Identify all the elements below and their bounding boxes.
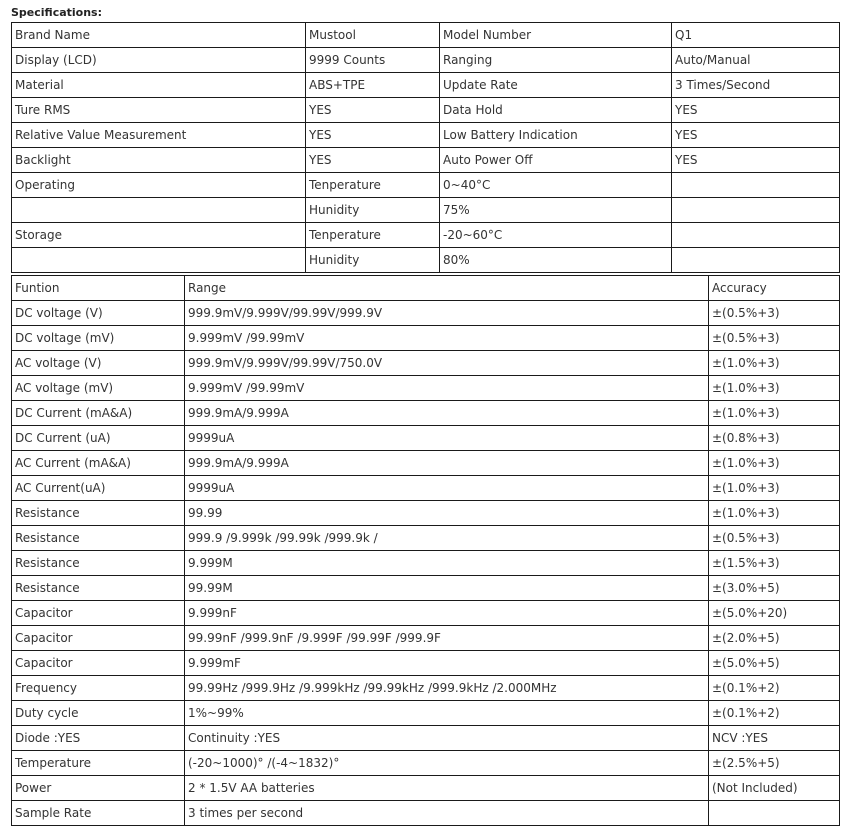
spec-row xyxy=(12,148,840,173)
table-cell: (-20~1000)° /(-4~1832)° xyxy=(185,751,709,776)
table-cell: Frequency xyxy=(12,676,185,701)
table-cell: 9.999nF xyxy=(185,601,709,626)
table-cell: AC Current(uA) xyxy=(12,476,185,501)
spec-row xyxy=(12,73,840,98)
function-row xyxy=(12,801,840,826)
table-cell: YES xyxy=(672,123,840,148)
table-cell: Tenperature xyxy=(306,223,440,248)
table-cell: Resistance xyxy=(12,501,185,526)
function-row xyxy=(12,376,840,401)
table-cell xyxy=(709,801,840,826)
function-row xyxy=(12,476,840,501)
table-cell: 9.999M xyxy=(185,551,709,576)
function-row xyxy=(12,726,840,751)
table-cell: DC Current (uA) xyxy=(12,426,185,451)
table-cell: YES xyxy=(672,98,840,123)
table-cell: YES xyxy=(306,148,440,173)
table-cell: Storage xyxy=(12,223,306,248)
table-cell: ±(0.8%+3) xyxy=(709,426,840,451)
function-row xyxy=(12,751,840,776)
table-cell: Brand Name xyxy=(12,23,306,48)
table-cell: Display (LCD) xyxy=(12,48,306,73)
table-cell: Resistance xyxy=(12,526,185,551)
function-row xyxy=(12,501,840,526)
table-cell: 0~40°C xyxy=(440,173,672,198)
table-cell: Ranging xyxy=(440,48,672,73)
table-cell: 80% xyxy=(440,248,672,273)
table-cell: YES xyxy=(672,148,840,173)
table-cell: 99.99 xyxy=(185,501,709,526)
spec-row xyxy=(12,123,840,148)
table-cell: DC voltage (mV) xyxy=(12,326,185,351)
table-cell: Temperature xyxy=(12,751,185,776)
table-cell: Sample Rate xyxy=(12,801,185,826)
table-cell: Range xyxy=(185,276,709,301)
function-row xyxy=(12,451,840,476)
table-cell: 3 times per second xyxy=(185,801,709,826)
table-cell: 3 Times/Second xyxy=(672,73,840,98)
table-cell: AC voltage (V) xyxy=(12,351,185,376)
table-cell: 999.9 /9.999k /99.99k /999.9k / xyxy=(185,526,709,551)
specifications-heading: Specifications: xyxy=(11,6,103,19)
table-cell: Operating xyxy=(12,173,306,198)
table-cell: Accuracy xyxy=(709,276,840,301)
table-cell: ±(0.5%+3) xyxy=(709,526,840,551)
table-cell xyxy=(672,198,840,223)
function-row xyxy=(12,701,840,726)
table-cell: Auto/Manual xyxy=(672,48,840,73)
table-cell: 99.99nF /999.9nF /9.999F /99.99F /999.9F xyxy=(185,626,709,651)
table-cell: Funtion xyxy=(12,276,185,301)
table-cell: Data Hold xyxy=(440,98,672,123)
table-cell xyxy=(12,198,306,223)
function-row xyxy=(12,576,840,601)
table-cell: Q1 xyxy=(672,23,840,48)
table-cell: 1%~99% xyxy=(185,701,709,726)
table-cell: ±(2.0%+5) xyxy=(709,626,840,651)
table-cell: Capacitor xyxy=(12,651,185,676)
function-row xyxy=(12,526,840,551)
table-cell xyxy=(672,223,840,248)
table-cell: Update Rate xyxy=(440,73,672,98)
function-row xyxy=(12,301,840,326)
table-cell: Low Battery Indication xyxy=(440,123,672,148)
table-cell: 9999uA xyxy=(185,476,709,501)
spec-row xyxy=(12,248,840,273)
function-row xyxy=(12,676,840,701)
table-cell: Resistance xyxy=(12,551,185,576)
table-cell: 9.999mV /99.99mV xyxy=(185,326,709,351)
table-cell: Hunidity xyxy=(306,198,440,223)
table-cell: 9999 Counts xyxy=(306,48,440,73)
spec-row xyxy=(12,198,840,223)
table-cell: Backlight xyxy=(12,148,306,173)
table-cell: ±(5.0%+5) xyxy=(709,651,840,676)
table-cell xyxy=(672,173,840,198)
table-cell: (Not Included) xyxy=(709,776,840,801)
table-cell: Model Number xyxy=(440,23,672,48)
table-cell: AC voltage (mV) xyxy=(12,376,185,401)
table-cell: ±(0.1%+2) xyxy=(709,701,840,726)
table-cell: Tenperature xyxy=(306,173,440,198)
function-specs-table xyxy=(11,275,840,826)
table-cell: Power xyxy=(12,776,185,801)
table-cell: 9.999mF xyxy=(185,651,709,676)
table-cell: Ture RMS xyxy=(12,98,306,123)
table-cell: ±(0.5%+3) xyxy=(709,301,840,326)
spec-row xyxy=(12,98,840,123)
table-cell: ±(1.0%+3) xyxy=(709,401,840,426)
table-cell: ±(1.5%+3) xyxy=(709,551,840,576)
table-cell: 9999uA xyxy=(185,426,709,451)
function-row xyxy=(12,326,840,351)
table-cell: ±(0.5%+3) xyxy=(709,326,840,351)
table-cell: ±(3.0%+5) xyxy=(709,576,840,601)
general-specs-table xyxy=(11,22,840,273)
function-row xyxy=(12,401,840,426)
table-cell: ±(1.0%+3) xyxy=(709,501,840,526)
table-cell: 999.9mA/9.999A xyxy=(185,451,709,476)
table-cell: Duty cycle xyxy=(12,701,185,726)
table-cell: ±(1.0%+3) xyxy=(709,476,840,501)
table-cell xyxy=(672,248,840,273)
table-cell: 9.999mV /99.99mV xyxy=(185,376,709,401)
function-row xyxy=(12,351,840,376)
table-cell: Continuity :YES xyxy=(185,726,709,751)
table-cell: DC Current (mA&A) xyxy=(12,401,185,426)
function-row xyxy=(12,426,840,451)
table-cell: -20~60°C xyxy=(440,223,672,248)
table-cell: Capacitor xyxy=(12,601,185,626)
table-cell: ±(1.0%+3) xyxy=(709,451,840,476)
function-row xyxy=(12,776,840,801)
table-cell: Mustool xyxy=(306,23,440,48)
function-row xyxy=(12,626,840,651)
table-cell: 999.9mV/9.999V/99.99V/750.0V xyxy=(185,351,709,376)
function-row xyxy=(12,276,840,301)
spec-row xyxy=(12,223,840,248)
function-row xyxy=(12,551,840,576)
table-cell: DC voltage (V) xyxy=(12,301,185,326)
table-cell: AC Current (mA&A) xyxy=(12,451,185,476)
table-cell xyxy=(12,248,306,273)
table-cell: ±(5.0%+20) xyxy=(709,601,840,626)
table-cell: ±(1.0%+3) xyxy=(709,351,840,376)
table-cell: Hunidity xyxy=(306,248,440,273)
table-cell: YES xyxy=(306,123,440,148)
spec-row xyxy=(12,23,840,48)
table-cell: YES xyxy=(306,98,440,123)
table-cell: Capacitor xyxy=(12,626,185,651)
table-cell: 99.99M xyxy=(185,576,709,601)
table-cell: Resistance xyxy=(12,576,185,601)
table-cell: Relative Value Measurement xyxy=(12,123,306,148)
function-row xyxy=(12,651,840,676)
table-cell: Diode :YES xyxy=(12,726,185,751)
table-cell: ABS+TPE xyxy=(306,73,440,98)
function-row xyxy=(12,601,840,626)
table-cell: Auto Power Off xyxy=(440,148,672,173)
table-cell: 75% xyxy=(440,198,672,223)
table-cell: ±(1.0%+3) xyxy=(709,376,840,401)
table-cell: 99.99Hz /999.9Hz /9.999kHz /99.99kHz /999.9kHz /2.000MHz xyxy=(185,676,709,701)
table-cell: NCV :YES xyxy=(709,726,840,751)
table-cell: ±(2.5%+5) xyxy=(709,751,840,776)
spec-row xyxy=(12,48,840,73)
table-cell: ±(0.1%+2) xyxy=(709,676,840,701)
table-cell: 999.9mV/9.999V/99.99V/999.9V xyxy=(185,301,709,326)
table-cell: 2 * 1.5V AA batteries xyxy=(185,776,709,801)
table-cell: Material xyxy=(12,73,306,98)
table-cell: 999.9mA/9.999A xyxy=(185,401,709,426)
spec-row xyxy=(12,173,840,198)
